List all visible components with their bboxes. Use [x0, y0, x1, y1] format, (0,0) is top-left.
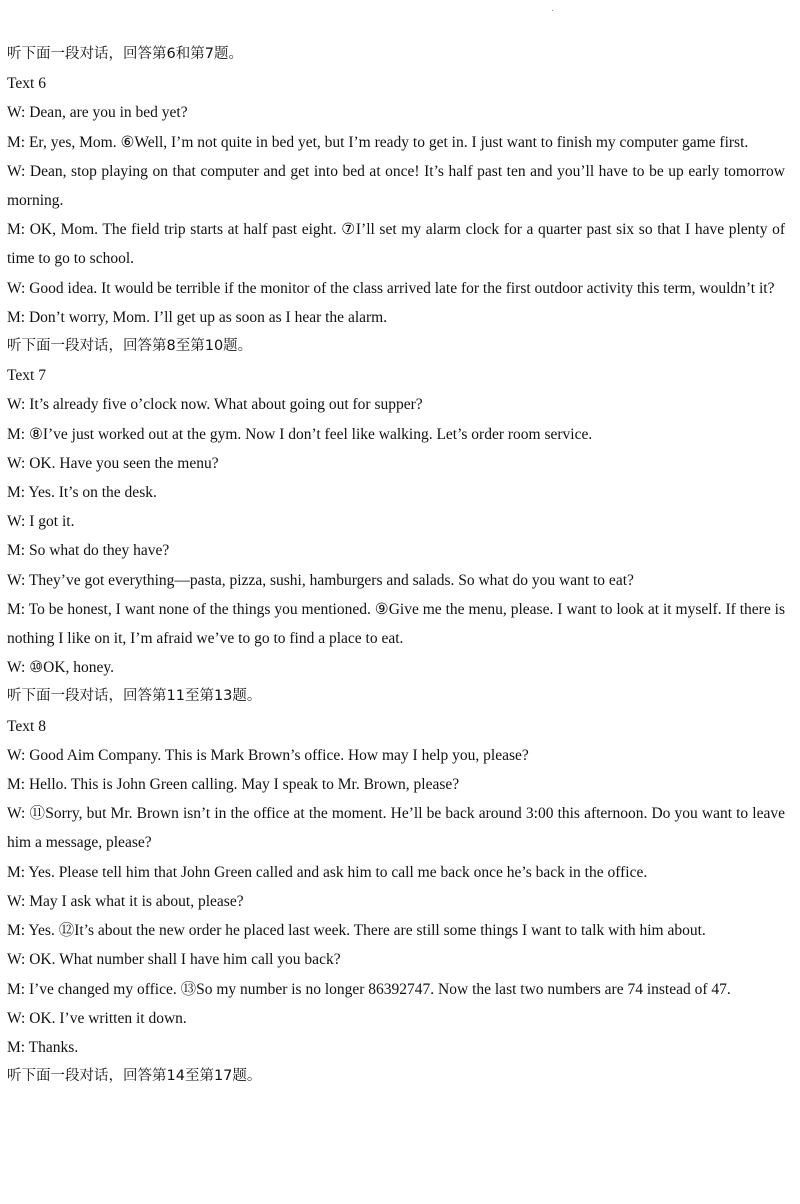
- section-title: Text 8: [7, 717, 46, 735]
- dialogue-line: M: Yes. Please tell him that John Green called and ask him to call me back once he’s back in the office.: [7, 863, 648, 881]
- section-title: Text 6: [7, 75, 46, 93]
- dialogue-line: W: OK. Have you seen the menu?: [7, 454, 219, 472]
- dialogue-line: M: Don’t worry, Mom. I’ll get up as soon as I hear the alarm.: [7, 308, 388, 326]
- dialogue-line: M: To be honest, I want none of the things you mentioned. ⑨Give me the menu, please. I want to look at it myself. If there is nothing I like on it, I’m afraid we’ve to go to find a place to eat.: [7, 600, 785, 648]
- dialogue-line: W: I got it.: [7, 513, 75, 531]
- section-instruction: 听下面一段对话，回答第11至第13题。: [7, 688, 262, 705]
- dialogue-line: W: ⑪Sorry, but Mr. Brown isn’t in the office at the moment. He’ll be back around 3:00 this afternoon. Do you want to leave him a message, please?: [7, 805, 785, 852]
- dialogue-line: M: OK, Mom. The field trip starts at half past eight. ⑦I’ll set my alarm clock for a quarter past six so that I have plenty of time to go to school.: [7, 221, 785, 268]
- section-instruction: 听下面一段对话，回答第8至第10题。: [7, 338, 253, 355]
- dialogue-line: M: Yes. It’s on the desk.: [7, 484, 157, 502]
- dialogue-line: W: OK. I’ve written it down.: [7, 1009, 187, 1027]
- dialogue-line: W: May I ask what it is about, please?: [7, 892, 244, 910]
- dialogue-line: M: I’ve changed my office. ⑬So my number is no longer 86392747. Now the last two numbers are 74 instead of 47.: [7, 980, 731, 998]
- dialogue-line: M: Er, yes, Mom. ⑥Well, I’m not quite in bed yet, but I’m ready to get in. I just want to finish my computer game first.: [7, 133, 749, 151]
- dialogue-line: W: Dean, stop playing on that computer and get into bed at once! It’s half past ten and you’ll have to be up early tomorrow morning.: [7, 162, 785, 210]
- dialogue-line: W: Good idea. It would be terrible if the monitor of the class arrived late for the first outdoor activity this term, wouldn’t it?: [7, 279, 775, 297]
- dialogue-line: W: It’s already five o’clock now. What about going out for supper?: [7, 396, 423, 414]
- dialogue-line: M: Hello. This is John Green calling. May I speak to Mr. Brown, please?: [7, 776, 460, 794]
- section-title: Text 7: [7, 367, 46, 385]
- scan-dot-mark: ·: [551, 6, 555, 17]
- dialogue-line: W: OK. What number shall I have him call you back?: [7, 951, 341, 969]
- dialogue-line: W: They’ve got everything—pasta, pizza, sushi, hamburgers and salads. So what do you want to eat?: [7, 571, 634, 589]
- dialogue-line: M: Thanks.: [7, 1038, 79, 1056]
- dialogue-line: W: ⑩OK, honey.: [7, 659, 115, 677]
- transcript-page: [7, 40, 785, 1091]
- section-instruction: 听下面一段对话，回答第14至第17题。: [7, 1068, 262, 1085]
- dialogue-line: M: So what do they have?: [7, 542, 170, 560]
- dialogue-line: W: Dean, are you in bed yet?: [7, 104, 188, 122]
- section-instruction: 听下面一段对话，回答第6和第7题。: [7, 46, 243, 62]
- dialogue-line: M: Yes. ⑫It’s about the new order he placed last week. There are still some things I want to talk with him about.: [7, 922, 706, 940]
- dialogue-line: W: Good Aim Company. This is Mark Brown’s office. How may I help you, please?: [7, 746, 529, 764]
- dialogue-line: M: ⑧I’ve just worked out at the gym. Now I don’t feel like walking. Let’s order room service.: [7, 425, 593, 443]
